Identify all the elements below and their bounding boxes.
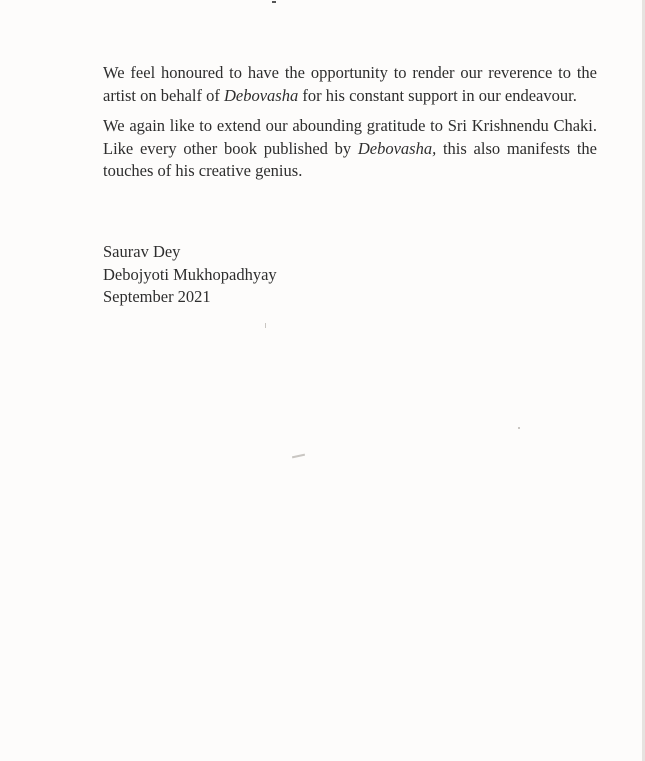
- paper-speck: [518, 427, 520, 429]
- paragraph-1-publisher-name: Debovasha: [223, 85, 299, 105]
- signoff: [103, 241, 277, 309]
- paragraph-2-text-start: We again like to extend our abounding gratitude to Sri Krishnendu Chaki. Like every other book published by: [103, 116, 597, 158]
- scan-mark: [272, 1, 276, 3]
- signoff-date: September 2021: [103, 287, 211, 306]
- paragraph-1: [103, 62, 597, 107]
- paragraph-2: [103, 115, 597, 183]
- paper-speck: [265, 323, 266, 328]
- paragraph-2-text-end: this also manifests the touches of his creative genius.: [103, 138, 597, 180]
- paragraph-2-publisher-name: Debovasha,: [357, 138, 437, 158]
- paragraph-1-text-end: for his constant support in our endeavour.: [298, 85, 577, 105]
- signatory-2: Debojyoti Mukhopadhyay: [103, 264, 277, 284]
- body-text: [103, 62, 597, 191]
- signatory-1: Saurav Dey: [103, 242, 181, 261]
- paragraph-1-text-start: We feel honoured to have the opportunity to render our reverence to the artist on behalf of: [103, 63, 597, 105]
- paper-speck: [292, 454, 305, 459]
